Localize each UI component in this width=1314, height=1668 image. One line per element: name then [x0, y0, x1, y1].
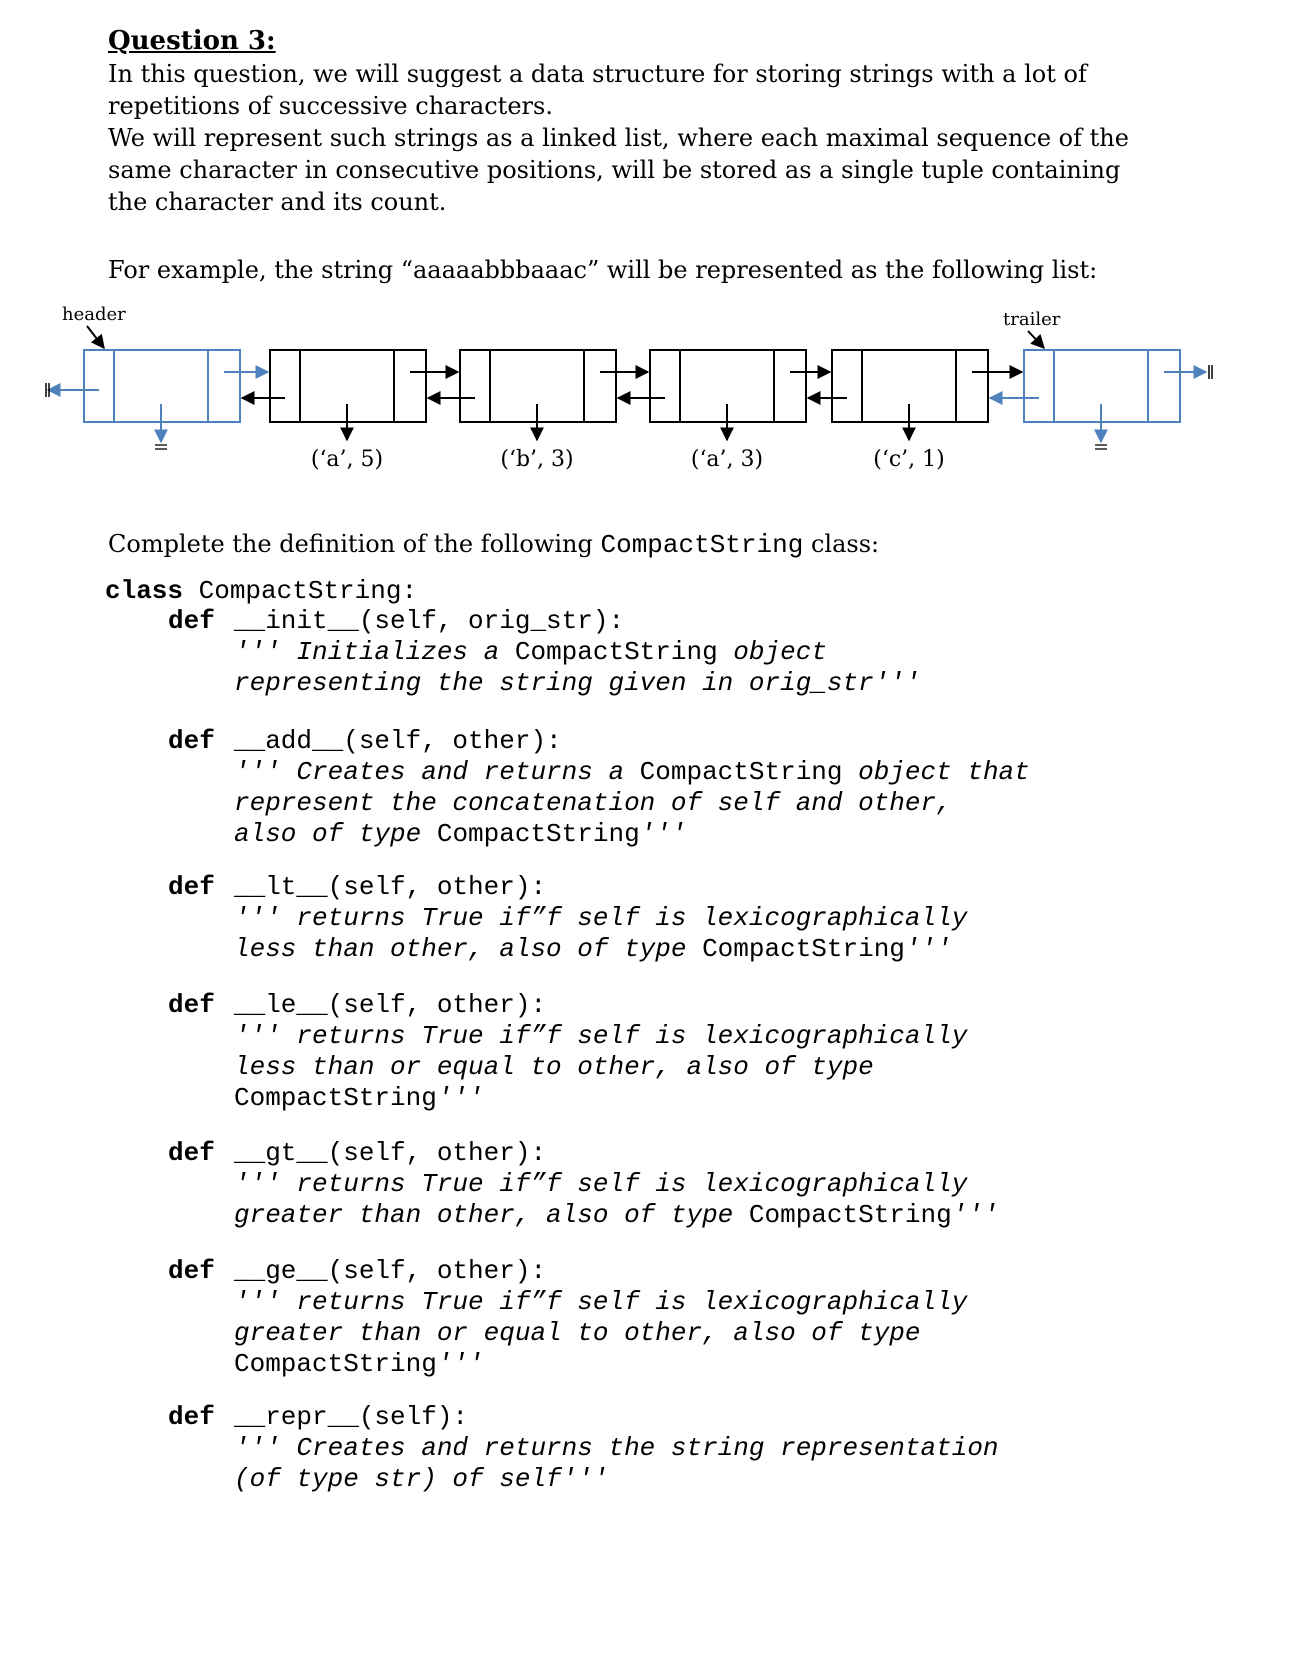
code-line [105, 576, 417, 607]
docstring-segment: greater than other, also of type [234, 1200, 749, 1230]
code-line [168, 1138, 215, 1169]
example-line: For example, the string “aaaaabbbaaac” will be represented as the following list: [108, 256, 1098, 284]
docstring-line [234, 819, 687, 850]
docstring-segment: ''' returns True if”f self is lexicographically [234, 903, 968, 933]
docstring-line [234, 1083, 484, 1114]
code-line [234, 990, 546, 1021]
trailer-pointer [1028, 331, 1044, 348]
docstring-segment: CompactString [436, 819, 640, 849]
docstring-segment: CompactString [234, 1083, 437, 1113]
docstring-line [234, 1287, 967, 1318]
docstring-line [234, 1169, 967, 1200]
docstring-line [234, 903, 967, 934]
method-signature: __le__(self, other): [234, 990, 547, 1020]
code-line [234, 726, 562, 757]
method-signature: __lt__(self, other): [234, 872, 547, 902]
docstring-segment: ''' [904, 934, 952, 964]
instruction-class-name: CompactString [600, 530, 804, 560]
code-line [234, 606, 624, 637]
intro-line: same character in consecutive positions, will be stored as a single tuple containing [108, 156, 1121, 184]
docstring-line [234, 1349, 484, 1380]
instruction-line [108, 530, 879, 560]
node-value: (‘a’, 3) [690, 447, 764, 472]
docstring-segment: greater than or equal to other, also of type [234, 1318, 921, 1348]
docstring-segment: ''' [436, 1349, 484, 1379]
docstring-segment: CompactString [748, 1200, 952, 1230]
docstring-line [234, 1433, 999, 1464]
docstring-segment: ''' [639, 819, 687, 849]
intro-line: In this question, we will suggest a data structure for storing strings with a lot of [108, 60, 1087, 88]
linked-list-diagram [0, 300, 1314, 500]
docstring-segment: (of type str) of self''' [234, 1464, 609, 1494]
class-declaration: CompactString: [183, 576, 418, 606]
docstring-line [234, 668, 921, 699]
intro-line: We will represent such strings as a linked list, where each maximal sequence of the [108, 124, 1129, 152]
docstring-segment: ''' returns True if”f self is lexicographically [234, 1169, 968, 1199]
code-line [168, 606, 215, 637]
code-line [168, 1256, 215, 1287]
code-line [168, 726, 215, 757]
docstring-segment: object [717, 637, 827, 667]
docstring-segment: CompactString [639, 757, 843, 787]
docstring-line [234, 1052, 874, 1083]
node-value: (‘c’, 1) [873, 447, 945, 472]
def-keyword: def [168, 726, 215, 756]
method-signature: __init__(self, orig_str): [234, 606, 625, 636]
question-title: Question 3: [108, 26, 276, 56]
header-pointer [87, 326, 104, 348]
docstring-segment: less than or equal to other, also of type [234, 1052, 874, 1082]
def-keyword: def [168, 990, 215, 1020]
docstring-segment: ''' Creates and returns a [234, 757, 640, 787]
docstring-segment: object that [842, 757, 1030, 787]
node-value: (‘a’, 5) [310, 447, 384, 472]
intro-line: repetitions of successive characters. [108, 92, 553, 120]
def-keyword: def [168, 872, 215, 902]
docstring-segment: ''' returns True if”f self is lexicographically [234, 1021, 968, 1051]
code-line [168, 990, 215, 1021]
docstring-segment: also of type [234, 819, 437, 849]
code-line [168, 872, 215, 903]
class-keyword: class [105, 576, 184, 606]
def-keyword: def [168, 606, 215, 636]
docstring-segment: representing the string given in orig_str''' [234, 668, 921, 698]
docstring-segment: ''' returns True if”f self is lexicographically [234, 1287, 968, 1317]
code-line [234, 1402, 468, 1433]
docstring-segment: CompactString [234, 1349, 437, 1379]
header-label: header [62, 304, 126, 325]
code-line [234, 1256, 546, 1287]
docstring-line [234, 637, 827, 668]
docstring-segment: ''' [436, 1083, 484, 1113]
docstring-segment: ''' Initializes a [234, 637, 515, 667]
def-keyword: def [168, 1402, 215, 1432]
docstring-line [234, 757, 1030, 788]
instruction-suffix: class: [803, 530, 880, 558]
method-signature: __ge__(self, other): [234, 1256, 547, 1286]
docstring-segment: CompactString [514, 637, 718, 667]
method-signature: __add__(self, other): [234, 726, 562, 756]
docstring-line [234, 1200, 999, 1231]
code-line [234, 872, 546, 903]
intro-line: the character and its count. [108, 188, 447, 216]
instruction-prefix: Complete the definition of the following [108, 530, 601, 558]
method-signature: __gt__(self, other): [234, 1138, 547, 1168]
def-keyword: def [168, 1256, 215, 1286]
docstring-line [234, 1318, 921, 1349]
node-value: (‘b’, 3) [500, 447, 574, 472]
docstring-line [234, 934, 952, 965]
code-line [168, 1402, 215, 1433]
trailer-label: trailer [1003, 309, 1061, 330]
code-line [234, 1138, 546, 1169]
docstring-segment: ''' [951, 1200, 999, 1230]
docstring-segment: less than other, also of type [234, 934, 703, 964]
docstring-line [234, 788, 952, 819]
docstring-line [234, 1021, 967, 1052]
docstring-segment: ''' Creates and returns the string representation [234, 1433, 999, 1463]
method-signature: __repr__(self): [234, 1402, 469, 1432]
def-keyword: def [168, 1138, 215, 1168]
docstring-line [234, 1464, 608, 1495]
docstring-segment: represent the concatenation of self and other, [234, 788, 952, 818]
docstring-segment: CompactString [702, 934, 905, 964]
